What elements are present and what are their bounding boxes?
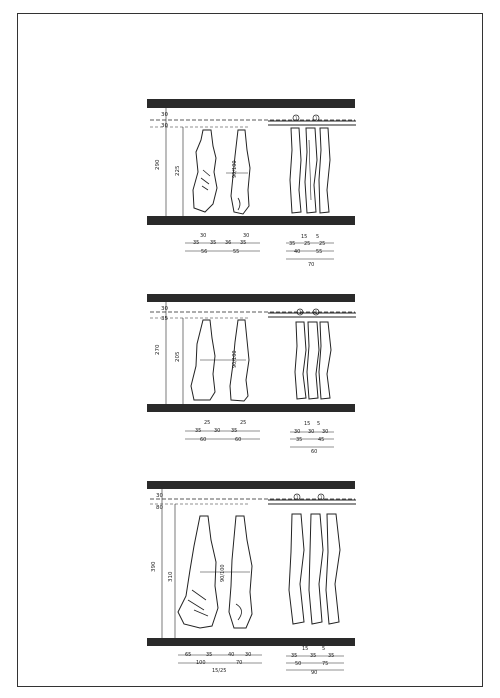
svg-text:5: 5 (322, 646, 326, 652)
svg-text:35: 35 (240, 240, 247, 246)
dim-top-b: 80 (156, 505, 163, 511)
dim-outer: 290 (155, 159, 161, 170)
svg-text:45: 45 (318, 437, 325, 443)
svg-text:30: 30 (308, 429, 315, 435)
svg-text:15: 15 (302, 646, 309, 652)
svg-text:90: 90 (311, 670, 318, 676)
ceiling-bar (147, 99, 355, 108)
dim-outer: 390 (151, 561, 157, 572)
svg-text:25: 25 (319, 241, 326, 247)
svg-text:60: 60 (235, 437, 242, 443)
dim-top-a: 30 (156, 493, 163, 499)
bottom-dims-right (290, 421, 334, 455)
svg-text:35: 35 (206, 652, 213, 658)
dim-inner: 225 (175, 165, 181, 176)
svg-text:35: 35 (289, 241, 296, 247)
svg-text:60: 60 (311, 449, 318, 455)
svg-text:35: 35 (310, 653, 317, 659)
dim-depth: 90/100 (232, 160, 238, 178)
panel-middle (147, 294, 356, 455)
bottom-dims-left (185, 420, 260, 443)
svg-text:35: 35 (296, 437, 303, 443)
panel-top (147, 99, 356, 268)
svg-text:30: 30 (245, 652, 252, 658)
svg-text:25: 25 (204, 420, 211, 426)
bottom-dims-right (286, 646, 344, 676)
dim-top-b: 35 (161, 316, 168, 322)
svg-text:70: 70 (308, 262, 315, 268)
bottom-dims-left (178, 652, 262, 674)
svg-text:70: 70 (236, 660, 243, 666)
svg-text:15/25: 15/25 (212, 668, 227, 674)
hook-mark: 1 (315, 116, 318, 121)
svg-text:40: 40 (294, 249, 301, 255)
svg-text:40: 40 (228, 652, 235, 658)
carcass-row-narrow (295, 322, 331, 399)
svg-text:30: 30 (294, 429, 301, 435)
floor-bar (147, 216, 355, 225)
svg-text:35: 35 (210, 240, 217, 246)
svg-text:30: 30 (322, 429, 329, 435)
svg-text:55: 55 (233, 249, 240, 255)
dim-inner: 205 (175, 351, 181, 362)
dim-top-a: 30 (161, 112, 168, 118)
ceiling-bar (147, 294, 355, 302)
svg-text:60: 60 (200, 437, 207, 443)
svg-text:56: 56 (201, 249, 208, 255)
dim-top-a: 30 (161, 306, 168, 312)
svg-text:75: 75 (322, 661, 329, 667)
svg-text:30: 30 (200, 233, 207, 239)
svg-text:25: 25 (240, 420, 247, 426)
svg-text:25: 25 (304, 241, 311, 247)
svg-text:100: 100 (196, 660, 206, 666)
svg-text:30: 30 (214, 428, 221, 434)
ceiling-bar (147, 481, 355, 489)
dim-outer: 270 (155, 344, 161, 355)
svg-text:35: 35 (195, 428, 202, 434)
svg-text:65: 65 (185, 652, 192, 658)
hook-mark: 1 (296, 495, 299, 500)
svg-text:35: 35 (291, 653, 298, 659)
svg-text:15: 15 (304, 421, 311, 427)
hook-mark: 1 (299, 310, 302, 315)
svg-text:5: 5 (316, 234, 320, 240)
carcass-half-side (193, 130, 217, 212)
svg-text:35: 35 (193, 240, 200, 246)
hook-mark: 1 (320, 495, 323, 500)
hook-mark: 1 (315, 310, 318, 315)
floor-bar (147, 638, 355, 646)
svg-text:30: 30 (243, 233, 250, 239)
carcass-row-narrow (289, 514, 340, 624)
svg-text:55: 55 (316, 249, 323, 255)
svg-text:5: 5 (317, 421, 321, 427)
svg-text:50: 50 (295, 661, 302, 667)
svg-text:15: 15 (301, 234, 308, 240)
svg-text:36: 36 (225, 240, 232, 246)
svg-text:35: 35 (231, 428, 238, 434)
hook-mark: 1 (295, 116, 298, 121)
bottom-dims-right (286, 234, 334, 268)
dim-depth: 90/100 (220, 564, 226, 582)
svg-text:35: 35 (328, 653, 335, 659)
carcass-row-narrow (290, 128, 330, 213)
panel-bottom (147, 481, 356, 676)
bottom-dims-left (185, 233, 260, 255)
dim-depth: 90/100 (232, 350, 238, 368)
dim-top-b: 30 (161, 123, 168, 129)
floor-bar (147, 404, 355, 412)
dim-inner: 310 (168, 571, 174, 582)
